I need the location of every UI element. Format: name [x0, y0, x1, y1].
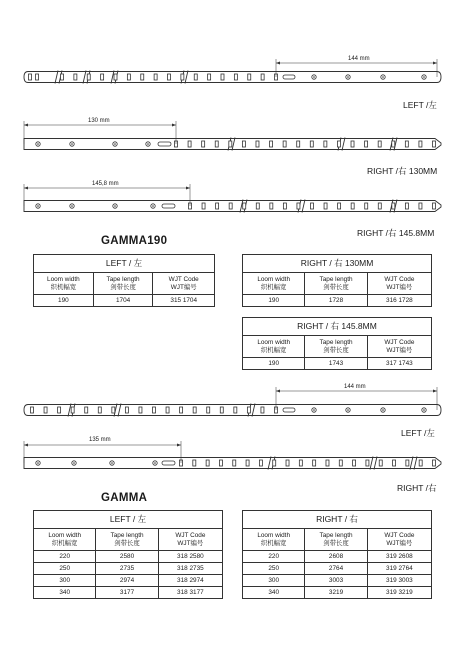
- dimension-arrow: [186, 187, 190, 190]
- rect-hole: [71, 407, 74, 413]
- table-row: [243, 587, 432, 599]
- rect-hole: [202, 141, 205, 147]
- section-title-gamma: GAMMA: [101, 492, 148, 504]
- break-mark: [68, 404, 71, 417]
- col-code-cn: WJT编号: [177, 539, 204, 547]
- section-title-gamma190: GAMMA190: [101, 235, 168, 247]
- rect-hole: [101, 74, 104, 80]
- cell-loom: 250: [34, 563, 96, 575]
- cell-loom: 340: [243, 587, 305, 599]
- rect-hole: [405, 203, 408, 209]
- round-hole-center: [382, 76, 384, 78]
- rect-hole: [206, 460, 209, 466]
- round-hole-center: [347, 409, 349, 411]
- rect-hole: [112, 407, 115, 413]
- cell-code: 319 2764: [367, 563, 431, 575]
- round-hole-center: [37, 143, 39, 145]
- round-hole-center: [71, 143, 73, 145]
- rect-hole: [233, 460, 236, 466]
- cell-tape: 2608: [305, 551, 367, 563]
- cell-code: 315 1704: [153, 295, 215, 307]
- round-hole-center: [71, 205, 73, 207]
- break-mark: [118, 404, 121, 417]
- dim-label-144-b: 144 mm: [344, 384, 366, 390]
- table-gamma-right: [242, 510, 432, 599]
- rect-hole: [44, 407, 47, 413]
- round-hole-center: [73, 462, 75, 464]
- rect-hole: [338, 203, 341, 209]
- cell-loom: 190: [243, 358, 305, 370]
- col-code-cn: WJT编号: [386, 283, 413, 291]
- col-loom-en: Loom width: [47, 276, 80, 284]
- cell-tape: 1743: [305, 358, 367, 370]
- table-gamma-left: [33, 510, 223, 599]
- cell-tape: 2974: [96, 575, 158, 587]
- rect-hole: [351, 203, 354, 209]
- rect-hole: [98, 407, 101, 413]
- rect-hole: [392, 203, 395, 209]
- rect-hole: [419, 203, 422, 209]
- rect-hole: [256, 203, 259, 209]
- dimension-arrow: [24, 444, 28, 447]
- round-hole-center: [147, 143, 149, 145]
- cell-tape: 3177: [96, 587, 158, 599]
- dimension-arrow: [433, 390, 437, 393]
- col-code-en: WJT Code: [384, 532, 415, 540]
- table-title: RIGHT / 右 130MM: [243, 255, 432, 273]
- rect-hole: [405, 141, 408, 147]
- cell-loom: 190: [34, 295, 94, 307]
- rect-hole: [221, 74, 224, 80]
- rect-hole: [270, 203, 273, 209]
- round-hole-center: [114, 205, 116, 207]
- cell-code: 318 2974: [158, 575, 222, 587]
- rect-hole: [220, 407, 223, 413]
- col-loom-cn: 织机幅宽: [51, 539, 78, 547]
- rect-hole: [246, 460, 249, 466]
- rect-hole: [208, 74, 211, 80]
- table-gamma190-right-145-8: [242, 317, 432, 370]
- table-row: [243, 551, 432, 563]
- col-loom-cn: 织机幅宽: [260, 346, 287, 354]
- col-code-cn: WJT编号: [386, 539, 413, 547]
- col-loom-cn: 织机幅宽: [260, 283, 287, 291]
- slot: [162, 204, 175, 208]
- rect-hole: [215, 141, 218, 147]
- rect-hole: [181, 74, 184, 80]
- rect-hole: [311, 203, 314, 209]
- rect-hole: [36, 74, 39, 80]
- rect-hole: [229, 141, 232, 147]
- rect-hole: [406, 460, 409, 466]
- col-tape-en: Tape length: [319, 339, 353, 347]
- round-hole-center: [313, 409, 315, 411]
- rect-hole: [326, 460, 329, 466]
- cell-code: 316 1728: [367, 295, 431, 307]
- rect-hole: [393, 460, 396, 466]
- slot: [283, 75, 295, 79]
- rect-hole: [29, 74, 32, 80]
- rect-hole: [313, 460, 316, 466]
- break-mark: [232, 138, 235, 151]
- rect-hole: [58, 407, 61, 413]
- table-row: [34, 587, 223, 599]
- col-code-en: WJT Code: [384, 276, 415, 284]
- table-gamma190-right-130: [242, 254, 432, 307]
- break-mark: [83, 71, 86, 84]
- cell-tape: 3003: [305, 575, 367, 587]
- rect-hole: [256, 141, 259, 147]
- rect-hole: [166, 407, 169, 413]
- col-loom-en: Loom width: [48, 532, 82, 540]
- rect-hole: [433, 203, 436, 209]
- rect-hole: [324, 203, 327, 209]
- cell-code: 317 1743: [367, 358, 431, 370]
- table-row: [34, 551, 223, 563]
- rect-hole: [378, 203, 381, 209]
- rect-hole: [74, 74, 77, 80]
- break-mark: [55, 71, 58, 84]
- diagram-label-left: LEFT /左: [403, 100, 437, 110]
- break-mark: [342, 138, 345, 151]
- rect-hole: [339, 460, 342, 466]
- rect-hole: [193, 407, 196, 413]
- table-title: RIGHT / 右: [243, 511, 432, 529]
- break-mark: [302, 200, 305, 213]
- rect-hole: [219, 460, 222, 466]
- rect-hole: [286, 460, 289, 466]
- round-hole-center: [111, 462, 113, 464]
- col-loom-en: Loom width: [257, 532, 291, 540]
- col-tape-cn: 剑带长度: [110, 283, 136, 291]
- rect-hole: [283, 203, 286, 209]
- break-mark: [370, 457, 373, 470]
- rect-hole: [283, 141, 286, 147]
- col-code-en: WJT Code: [175, 532, 206, 540]
- round-hole-center: [37, 462, 39, 464]
- cell-tape: 2735: [96, 563, 158, 575]
- slot: [283, 408, 295, 412]
- rect-hole: [261, 74, 264, 80]
- break-mark: [410, 457, 413, 470]
- rect-hole: [234, 74, 237, 80]
- dimension-arrow: [276, 62, 280, 65]
- slot: [162, 461, 175, 465]
- col-loom-cn: 织机幅宽: [260, 539, 287, 547]
- col-tape-en: Tape length: [319, 276, 353, 284]
- col-loom-cn: 织机幅宽: [50, 283, 77, 291]
- cell-code: 319 2608: [367, 551, 431, 563]
- col-code-en: WJT Code: [384, 339, 415, 347]
- dim-label-145-8: 145,8 mm: [92, 181, 119, 187]
- rect-hole: [392, 141, 395, 147]
- rect-hole: [216, 203, 219, 209]
- rect-hole: [365, 203, 368, 209]
- col-loom-en: Loom width: [257, 276, 291, 284]
- rect-hole: [433, 141, 436, 147]
- cell-tape: 2764: [305, 563, 367, 575]
- cell-loom: 220: [34, 551, 96, 563]
- rect-hole: [153, 407, 156, 413]
- rect-hole: [193, 460, 196, 466]
- rect-hole: [207, 407, 210, 413]
- break-mark: [374, 457, 377, 470]
- col-code-cn: WJT编号: [170, 283, 197, 291]
- table-title: RIGHT / 右 145.8MM: [243, 318, 432, 336]
- rect-hole: [248, 74, 251, 80]
- rect-hole: [125, 407, 128, 413]
- round-hole-center: [114, 143, 116, 145]
- rect-hole: [297, 203, 300, 209]
- cell-loom: 250: [243, 563, 305, 575]
- dimension-arrow: [24, 187, 28, 190]
- cell-code: 318 2580: [158, 551, 222, 563]
- table-row: [243, 575, 432, 587]
- rect-hole: [259, 460, 262, 466]
- round-hole-center: [347, 76, 349, 78]
- col-tape-en: Tape length: [106, 276, 140, 284]
- round-hole-center: [313, 76, 315, 78]
- table-gamma190-left: [33, 254, 215, 307]
- rect-hole: [379, 460, 382, 466]
- rect-hole: [31, 407, 34, 413]
- col-loom-en: Loom width: [257, 339, 291, 347]
- tape-outline: [24, 72, 441, 83]
- rect-hole: [168, 74, 171, 80]
- rect-hole: [243, 203, 246, 209]
- rect-hole: [366, 460, 369, 466]
- round-hole-center: [154, 462, 156, 464]
- col-tape-en: Tape length: [319, 532, 353, 540]
- slot: [158, 142, 171, 146]
- col-tape-cn: 剑带长度: [114, 539, 140, 547]
- diagram-label-right-145-8: RIGHT /右 145.8MM: [357, 228, 435, 238]
- rect-hole: [61, 74, 64, 80]
- rect-hole: [154, 74, 157, 80]
- rect-hole: [242, 141, 245, 147]
- rect-hole: [127, 74, 130, 80]
- rect-hole: [419, 141, 422, 147]
- cell-tape: 3219: [305, 587, 367, 599]
- rect-hole: [85, 407, 88, 413]
- rect-hole: [310, 141, 313, 147]
- break-mark: [252, 404, 255, 417]
- col-code-en: WJT Code: [168, 276, 199, 284]
- cell-tape: 2580: [96, 551, 158, 563]
- round-hole-center: [37, 205, 39, 207]
- rect-hole: [378, 141, 381, 147]
- rect-hole: [234, 407, 237, 413]
- rect-hole: [180, 407, 183, 413]
- cell-tape: 1728: [305, 295, 367, 307]
- dimension-arrow: [433, 62, 437, 65]
- diagram-label-left-b: LEFT /左: [401, 428, 435, 438]
- break-mark: [268, 457, 271, 470]
- col-tape-en: Tape length: [110, 532, 144, 540]
- rect-hole: [270, 141, 273, 147]
- dim-label-144: 144 mm: [348, 56, 370, 62]
- rect-hole: [261, 407, 264, 413]
- table-row: [34, 575, 223, 587]
- rect-hole: [141, 74, 144, 80]
- rect-hole: [87, 74, 90, 80]
- rect-hole: [337, 141, 340, 147]
- rect-hole: [188, 141, 191, 147]
- table-title: LEFT / 左: [34, 511, 223, 529]
- cell-loom: 300: [34, 575, 96, 587]
- rect-hole: [351, 141, 354, 147]
- cell-code: 318 3177: [158, 587, 222, 599]
- table-row: [34, 295, 215, 307]
- rect-hole: [194, 74, 197, 80]
- dimension-arrow: [276, 390, 280, 393]
- break-mark: [185, 71, 188, 84]
- diagram-label-right-130: RIGHT /右 130MM: [367, 166, 438, 176]
- table-row: [243, 358, 432, 370]
- table-row: [243, 563, 432, 575]
- dim-label-130: 130 mm: [88, 118, 110, 124]
- cell-code: 319 3003: [367, 575, 431, 587]
- break-mark: [111, 71, 114, 84]
- col-tape-cn: 剑带长度: [323, 346, 349, 354]
- col-tape-cn: 剑带长度: [323, 283, 349, 291]
- dimension-arrow: [172, 124, 176, 127]
- cell-tape: 1704: [93, 295, 153, 307]
- table-row: [243, 295, 432, 307]
- rect-hole: [273, 460, 276, 466]
- col-tape-cn: 剑带长度: [323, 539, 349, 547]
- table-title: LEFT / 左: [34, 255, 215, 273]
- cell-loom: 340: [34, 587, 96, 599]
- rect-hole: [202, 203, 205, 209]
- cell-loom: 190: [243, 295, 305, 307]
- round-hole-center: [152, 205, 154, 207]
- rect-hole: [299, 460, 302, 466]
- dim-label-135: 135 mm: [89, 437, 111, 443]
- diagram-label-right-b: RIGHT /右: [397, 483, 437, 493]
- round-hole-center: [423, 76, 425, 78]
- rect-hole: [419, 460, 422, 466]
- cell-loom: 300: [243, 575, 305, 587]
- col-code-cn: WJT编号: [386, 346, 413, 354]
- rect-hole: [324, 141, 327, 147]
- dimension-arrow: [177, 444, 181, 447]
- dimension-arrow: [24, 124, 28, 127]
- cell-code: 318 2735: [158, 563, 222, 575]
- rect-hole: [114, 74, 117, 80]
- rect-hole: [365, 141, 368, 147]
- rect-hole: [433, 460, 436, 466]
- rect-hole: [297, 141, 300, 147]
- rect-hole: [247, 407, 250, 413]
- round-hole-center: [382, 409, 384, 411]
- break-mark: [414, 457, 417, 470]
- rect-hole: [229, 203, 232, 209]
- rect-hole: [353, 460, 356, 466]
- round-hole-center: [423, 409, 425, 411]
- cell-code: 319 3219: [367, 587, 431, 599]
- cell-loom: 220: [243, 551, 305, 563]
- table-row: [34, 563, 223, 575]
- rect-hole: [139, 407, 142, 413]
